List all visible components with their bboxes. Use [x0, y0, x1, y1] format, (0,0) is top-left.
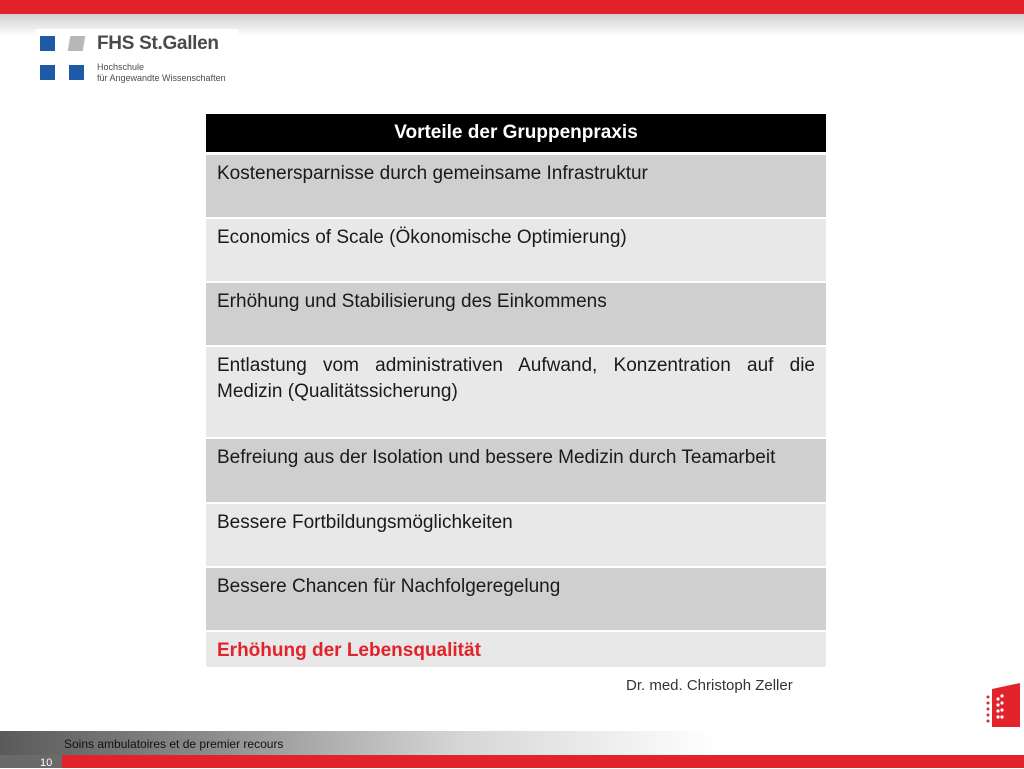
page-number: 10 [40, 757, 53, 769]
table-cell: Befreiung aus der Isolation und bessere Medizin durch Teamarbeit [206, 438, 826, 503]
advantages-table [206, 114, 826, 669]
logo-square-icon [40, 36, 55, 51]
canton-shield-icon [940, 683, 1022, 731]
logo-subtitle: Hochschule [97, 62, 145, 72]
table-cell: Bessere Fortbildungsmöglichkeiten [206, 503, 826, 567]
table-cell: Entlastung vom administrativen Aufwand, Konzentration auf die Medizin (Qualitätssicherung) [206, 346, 826, 438]
table-cell: Economics of Scale (Ökonomische Optimierung) [206, 218, 826, 282]
table-cell: Kostenersparnisse durch gemeinsame Infrastruktur [206, 154, 826, 218]
table-row [206, 631, 826, 668]
top-red-bar [0, 0, 1024, 14]
table-cell: Erhöhung und Stabilisierung des Einkommens [206, 282, 826, 346]
author-credit: Dr. med. Christoph Zeller [626, 677, 793, 694]
logo-square-icon [69, 65, 84, 80]
footer-red-bar [62, 755, 1024, 768]
logo-name: FHS St.Gallen [97, 33, 219, 54]
table-row [206, 282, 826, 346]
table-cell-highlight: Erhöhung der Lebensqualität [206, 631, 826, 668]
logo-subtitle: für Angewandte Wissenschaften [97, 73, 226, 83]
table-row [206, 567, 826, 631]
table-row [206, 218, 826, 282]
logo-square-icon [40, 65, 55, 80]
table-header: Vorteile der Gruppenpraxis [206, 114, 826, 154]
table-cell: Bessere Chancen für Nachfolgeregelung [206, 567, 826, 631]
footer-title: Soins ambulatoires et de premier recours [64, 737, 284, 751]
logo-square-icon [68, 36, 86, 51]
table-row [206, 154, 826, 218]
footer-dark-bar [0, 755, 62, 768]
table-row [206, 438, 826, 503]
table-row [206, 346, 826, 438]
fhs-logo [36, 29, 238, 87]
table-row [206, 503, 826, 567]
